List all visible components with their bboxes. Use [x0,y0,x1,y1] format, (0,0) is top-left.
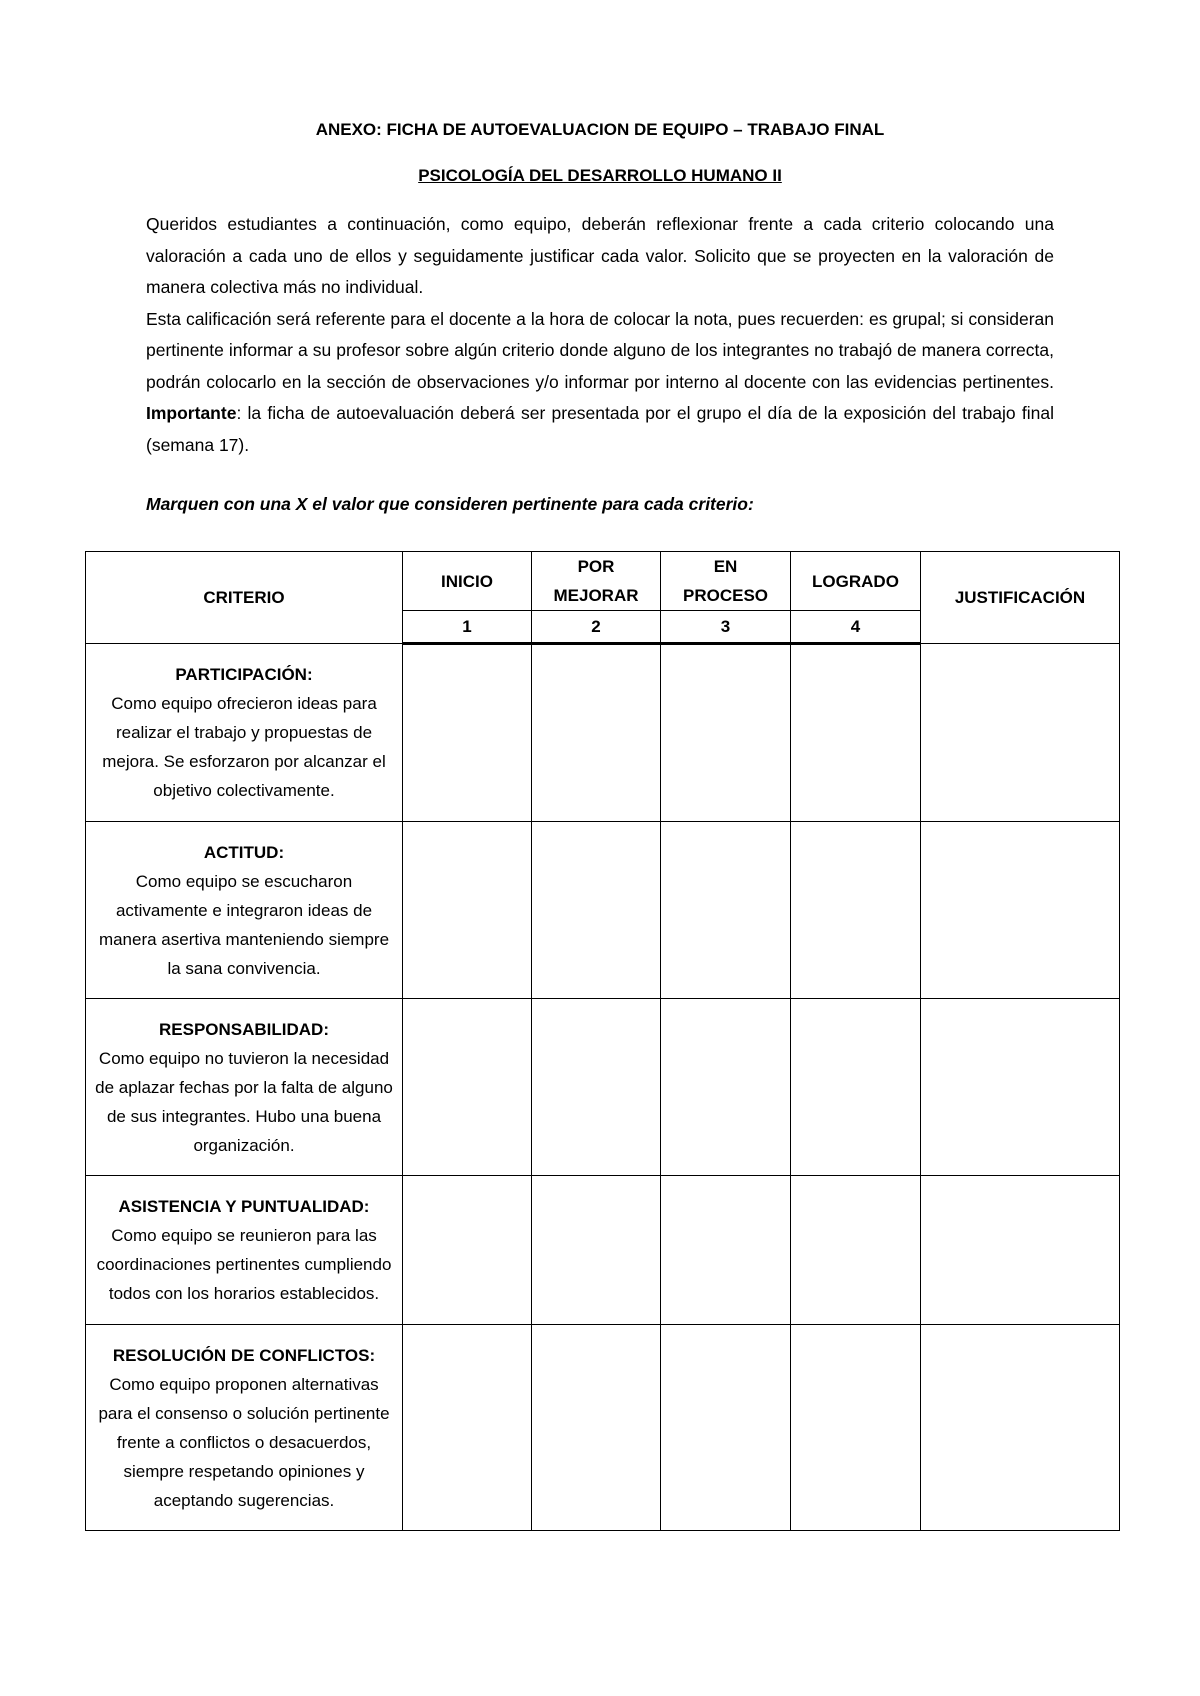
mark-cell-inicio[interactable] [403,822,532,999]
justification-cell[interactable] [921,1325,1120,1531]
header-inicio: INICIO [403,552,532,611]
criterion-cell [86,999,403,1176]
mark-cell-logrado[interactable] [791,999,921,1176]
criterion-title: ACTITUD: [203,842,285,862]
mark-cell-logrado[interactable] [791,822,921,999]
table-row [86,644,1120,822]
table-row [86,1325,1120,1531]
criterion-title: RESOLUCIÓN DE CONFLICTOS: [112,1345,376,1365]
header-por-mejorar-line2: MEJORAR [553,586,639,605]
header-criterio: CRITERIO [86,552,403,644]
table-row [86,1176,1120,1325]
header-logrado: LOGRADO [791,552,921,611]
mark-cell-inicio[interactable] [403,644,532,822]
header-por-mejorar [532,552,661,611]
table-row [86,999,1120,1176]
scale-2: 2 [532,611,661,644]
justification-cell[interactable] [921,644,1120,822]
table-header-row [86,552,1120,611]
criterion-description: Como equipo se escucharon activamente e integraron ideas de manera asertiva manteniendo siempre la sana convivencia. [98,871,390,978]
mark-cell-inicio[interactable] [403,1176,532,1325]
criterion-title: RESPONSABILIDAD: [158,1019,329,1039]
header-en-proceso-line2: PROCESO [682,586,769,605]
criterion-description: Como equipo no tuvieron la necesidad de aplazar fechas por la falta de alguno de sus integrantes. Hubo una buena organización. [95,1048,393,1155]
intro-paragraph-2 [146,304,1054,462]
criterion-title: PARTICIPACIÓN: [175,665,313,684]
mark-cell-inicio[interactable] [403,999,532,1176]
criterion-cell [86,1176,403,1325]
mark-cell-en-proceso[interactable] [661,644,791,822]
mark-cell-por-mejorar[interactable] [532,1325,661,1531]
criterion-cell [86,822,403,999]
justification-cell[interactable] [921,999,1120,1176]
table-row [86,822,1120,999]
intro-paragraph-2-start: Esta calificación será referente para el docente a la hora de colocar la nota, pues recuerden: es grupal; si consideran pertinente informar a su profesor sobre algún criterio donde alguno de los integrantes no trabajó de manera correcta, podrán colocarlo en la sección de observaciones y/o informar por interno al docente con las evidencias pertinentes. [146,308,1054,392]
mark-cell-por-mejorar[interactable] [532,999,661,1176]
intro-text [146,209,1054,461]
scale-3: 3 [661,611,791,644]
mark-cell-logrado[interactable] [791,644,921,822]
instruction-text: Marquen con una X el valor que consideren pertinente para cada criterio: [146,494,754,514]
scale-4: 4 [791,611,921,644]
intro-paragraph-2-end: : la ficha de autoevaluación deberá ser presentada por el grupo el día de la exposición del trabajo final (semana 17). [146,403,1054,455]
mark-cell-en-proceso[interactable] [661,999,791,1176]
criterion-cell [86,1325,403,1531]
criterion-cell [86,644,403,822]
mark-cell-por-mejorar[interactable] [532,644,661,822]
intro-paragraph-1: Queridos estudiantes a continuación, como equipo, deberán reflexionar frente a cada criterio colocando una valoración a cada uno de ellos y seguidamente justificar cada valor. Solicito que se proyecten en la valoración de manera colectiva más no individual. [146,214,1054,297]
document-title: ANEXO: FICHA DE AUTOEVALUACION DE EQUIPO – TRABAJO FINAL [315,120,885,139]
justification-cell[interactable] [921,1176,1120,1325]
mark-cell-en-proceso[interactable] [661,1325,791,1531]
criterion-title: ASISTENCIA Y PUNTUALIDAD: [118,1197,370,1216]
header-justificacion: JUSTIFICACIÓN [921,552,1120,644]
mark-cell-logrado[interactable] [791,1176,921,1325]
document-subtitle: PSICOLOGÍA DEL DESARROLLO HUMANO II [418,166,782,185]
mark-cell-por-mejorar[interactable] [532,1176,661,1325]
mark-cell-en-proceso[interactable] [661,822,791,999]
intro-important-label: Importante [146,403,237,423]
evaluation-table [85,551,1120,1531]
justification-cell[interactable] [921,822,1120,999]
mark-cell-por-mejorar[interactable] [532,822,661,999]
scale-1: 1 [403,611,532,644]
criterion-description: Como equipo proponen alternativas para el consenso o solución pertinente frente a conflictos o desacuerdos, siempre respetando opiniones y aceptando sugerencias. [98,1374,390,1510]
criterion-description: Como equipo se reunieron para las coordinaciones pertinentes cumpliendo todos con los horarios establecidos. [96,1226,392,1303]
header-por-mejorar-line1: POR [577,557,615,576]
mark-cell-inicio[interactable] [403,1325,532,1531]
mark-cell-en-proceso[interactable] [661,1176,791,1325]
criterion-description: Como equipo ofrecieron ideas para realizar el trabajo y propuestas de mejora. Se esforzaron por alcanzar el objetivo colectivamente. [102,694,386,800]
header-en-proceso [661,552,791,611]
header-en-proceso-line1: EN [713,557,738,576]
mark-cell-logrado[interactable] [791,1325,921,1531]
